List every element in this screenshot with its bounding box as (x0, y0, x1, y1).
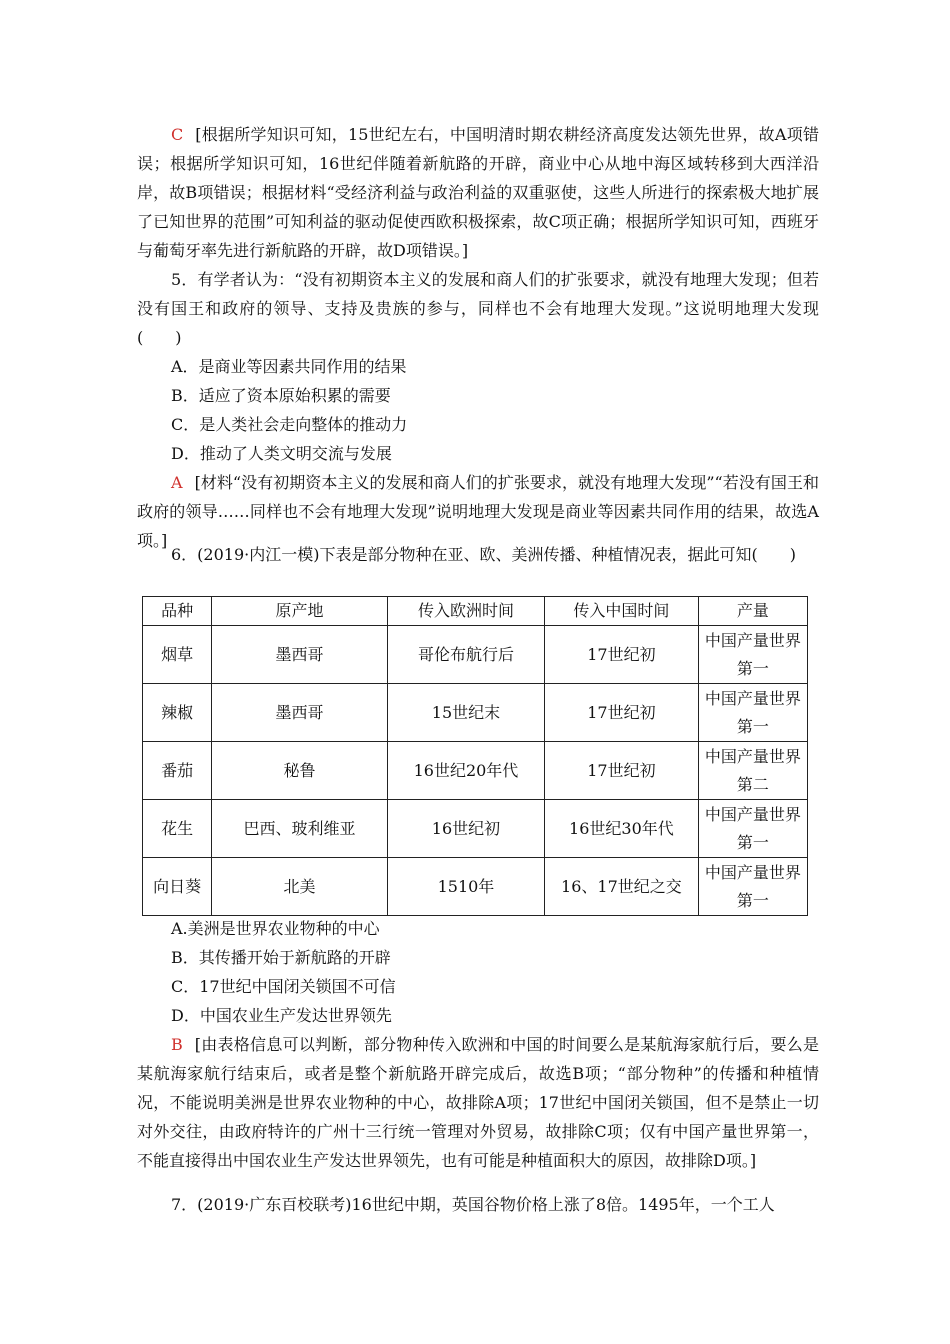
table-cell: 墨西哥 (212, 684, 388, 742)
table-row (143, 626, 808, 684)
table-cell: 花生 (143, 800, 212, 858)
q5-stem: 5．有学者认为：“没有初期资本主义的发展和商人们的扩张要求，就没有地理大发现；但若没有国王和政府的领导、支持及贵族的参与，同样也不会有地理大发现。”这说明地理大发现( ) (137, 270, 819, 347)
table-cell: 中国产量世界第二 (698, 742, 807, 800)
table-cell: 北美 (212, 858, 388, 916)
q6-stem-block (137, 540, 819, 569)
table-header: 原产地 (212, 597, 388, 626)
table-cell: 辣椒 (143, 684, 212, 742)
q5-option-a: A．是商业等因素共同作用的结果 (171, 357, 407, 376)
q6-answer-letter: B (171, 1035, 183, 1054)
table-cell: 17世纪初 (545, 626, 698, 684)
q4-explanation-text: [根据所学知识可知，15世纪左右，中国明清时期农耕经济高度发达领先世界，故A项错误；根据所学知识可知，16世纪伴随着新航路的开辟，商业中心从地中海区域转移到大西洋沿岸，故B项错误；根据材料“受经济利益与政治利益的双重驱使，这些人所进行的探索极大地扩展了已知世界的范围”可知利益的驱动促使西欧积极探索，故C项正确；根据所学知识可知，西班牙与葡萄牙率先进行新航路的开辟，故D项错误。] (137, 125, 819, 260)
q6-option-c: C．17世纪中国闭关锁国不可信 (171, 977, 396, 996)
q4-answer-letter: C (171, 125, 184, 144)
question-5 (137, 265, 819, 555)
table-cell: 秘鲁 (212, 742, 388, 800)
q6-option-b: B．其传播开始于新航路的开辟 (171, 948, 391, 967)
question-7 (137, 1190, 819, 1219)
table-cell: 番茄 (143, 742, 212, 800)
table-header-row (143, 597, 808, 626)
table-cell: 中国产量世界第一 (698, 858, 807, 916)
table-cell: 1510年 (387, 858, 544, 916)
q5-explanation-text: [材料“没有初期资本主义的发展和商人们的扩张要求，就没有地理大发现”“若没有国王和政府的领导……同样也不会有地理大发现”说明地理大发现是商业等因素共同作用的结果，故选A项。] (137, 473, 819, 550)
table-cell: 烟草 (143, 626, 212, 684)
q6-explanation-text: [由表格信息可以判断，部分物种传入欧洲和中国的时间要么是某航海家航行后，要么是某航海家航行结束后，或者是整个新航路开辟完成后，故选B项；“部分物种”的传播和种植情况，不能说明美洲是世界农业物种的中心，故排除A项；17世纪中国闭关锁国，但不是禁止一切对外交往，由政府特许的广州十三行统一管理对外贸易，故排除C项；仅有中国产量世界第一，不能直接得出中国农业生产发达世界领先，也有可能是种植面积大的原因，故排除D项。] (137, 1035, 819, 1170)
q6-option-a: A.美洲是世界农业物种的中心 (171, 919, 380, 938)
q6-stem: 6．(2019·内江一模)下表是部分物种在亚、欧、美洲传播、种植情况表，据此可知( ) (171, 545, 796, 564)
table-header: 传入欧洲时间 (387, 597, 544, 626)
table-header: 品种 (143, 597, 212, 626)
table-cell: 巴西、玻利维亚 (212, 800, 388, 858)
q4-explanation (137, 120, 819, 265)
table-cell: 中国产量世界第一 (698, 626, 807, 684)
table-cell: 向日葵 (143, 858, 212, 916)
table-cell: 墨西哥 (212, 626, 388, 684)
table-cell: 15世纪末 (387, 684, 544, 742)
q4-explanation-block (137, 120, 819, 265)
q5-option-b: B．适应了资本原始积累的需要 (171, 386, 391, 405)
table-row (143, 800, 808, 858)
table-cell: 17世纪初 (545, 742, 698, 800)
table-row (143, 684, 808, 742)
table-header: 传入中国时间 (545, 597, 698, 626)
species-table (142, 596, 808, 916)
q6-explanation (137, 1030, 819, 1175)
table-cell: 中国产量世界第一 (698, 684, 807, 742)
table-cell: 16、17世纪之交 (545, 858, 698, 916)
table-row (143, 858, 808, 916)
table-cell: 16世纪30年代 (545, 800, 698, 858)
table-header: 产量 (698, 597, 807, 626)
q6-options-block (137, 914, 819, 1175)
q6-option-d: D．中国农业生产发达世界领先 (171, 1006, 392, 1025)
table-cell: 16世纪20年代 (387, 742, 544, 800)
table-cell: 哥伦布航行后 (387, 626, 544, 684)
table-cell: 中国产量世界第一 (698, 800, 807, 858)
table-cell: 17世纪初 (545, 684, 698, 742)
q7-stem: 7．(2019·广东百校联考)16世纪中期，英国谷物价格上涨了8倍。1495年，一个工人 (171, 1195, 775, 1214)
q5-answer-letter: A (171, 473, 183, 492)
table-row (143, 742, 808, 800)
q5-option-d: D．推动了人类文明交流与发展 (171, 444, 392, 463)
table-cell: 16世纪初 (387, 800, 544, 858)
q5-option-c: C．是人类社会走向整体的推动力 (171, 415, 408, 434)
